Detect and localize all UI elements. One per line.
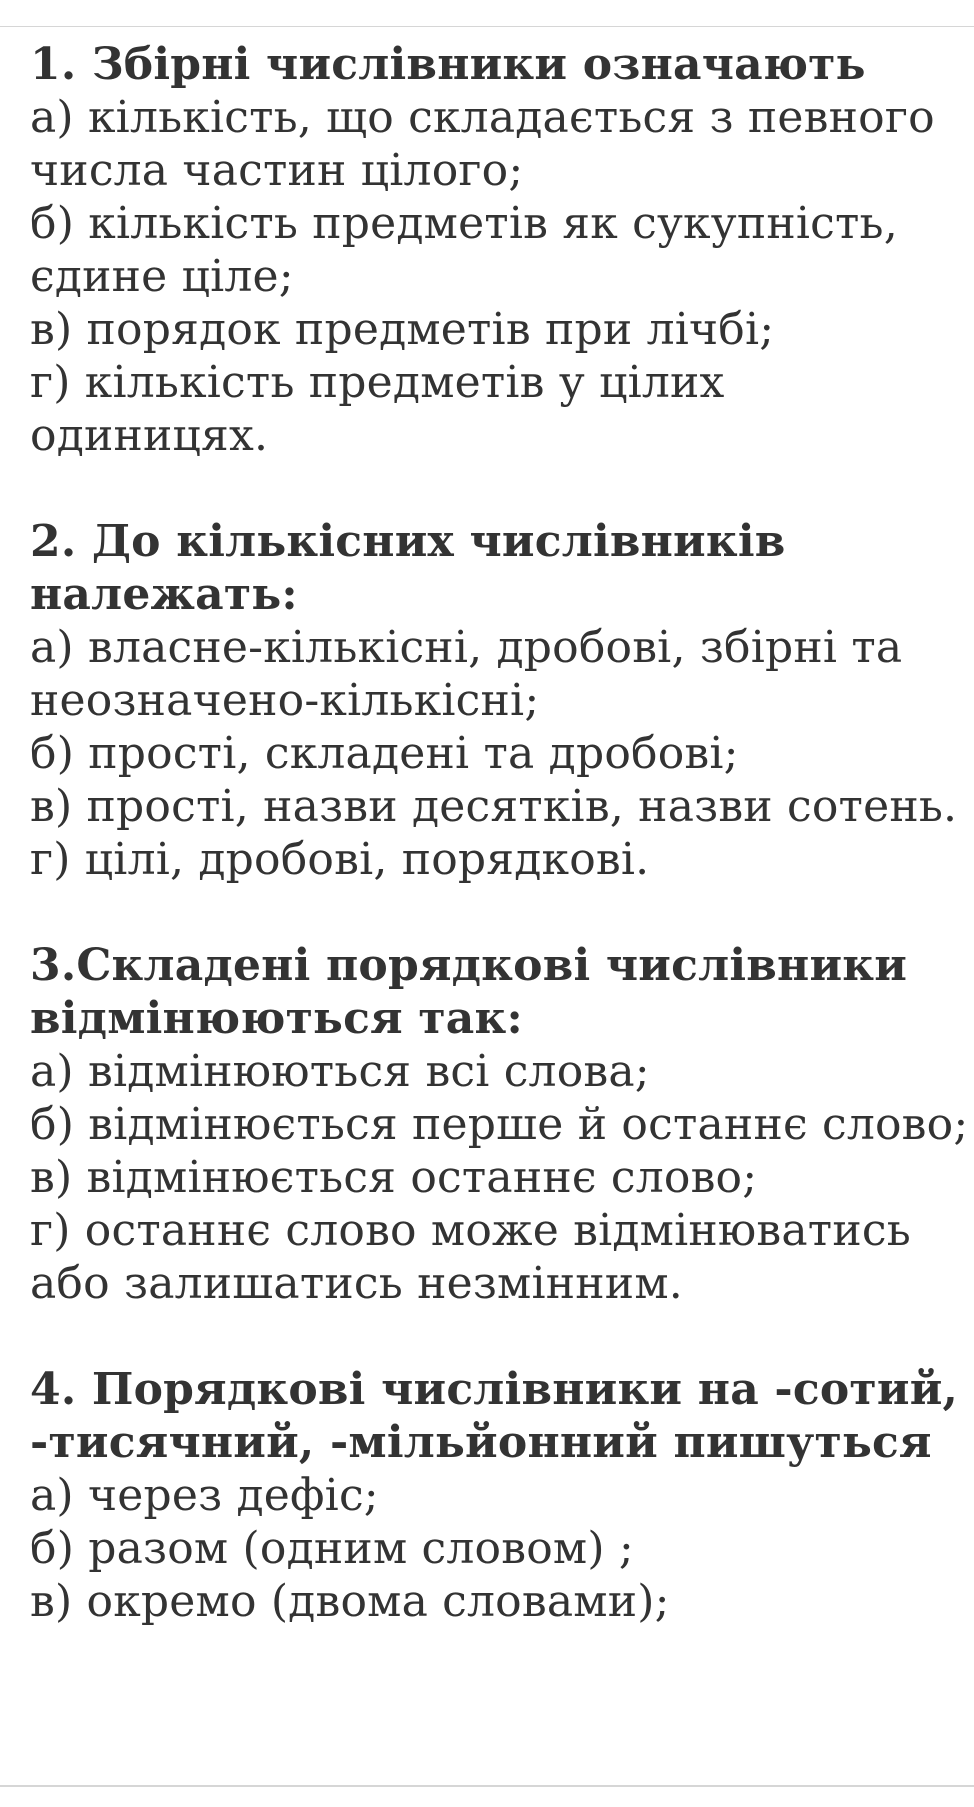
question-title: 3.Складені порядкові числівники відмінюються так: [30,940,908,1044]
answer-option-c: в) прості, назви десятків, назви сотень. [30,781,958,832]
question-4 [30,1363,970,1628]
answer-option-b: б) кількість предметів як сукупність, єдине ціле; [30,198,898,302]
answer-option-d: г) останнє слово може відмінюватись або залишатись незмінним. [30,1205,911,1309]
answer-option-a: а) відмінюються всі слова; [30,1046,650,1097]
top-divider [0,26,974,27]
answer-option-a: а) власне-кількісні, дробові, збірні та неозначено-кількісні; [30,622,903,726]
quiz-document [30,38,970,1783]
answer-option-d: г) цілі, дробові, порядкові. [30,834,650,885]
answer-option-c: в) порядок предметів при лічбі; [30,304,775,355]
bottom-divider [0,1785,974,1787]
question-3 [30,939,970,1310]
answer-option-a: а) через дефіс; [30,1470,379,1521]
answer-option-c: в) відмінюється останнє слово; [30,1152,758,1203]
question-title: 1. Збірні числівники означають [30,39,866,90]
answer-option-b: б) разом (одним словом) ; [30,1523,634,1574]
answer-option-d: г) кількість предметів у цілих одиницях. [30,357,725,461]
question-1 [30,38,970,462]
question-title: 2. До кількісних числівників належать: [30,516,786,620]
question-title: 4. Порядкові числівники на -сотий, -тисячний, -мільйонний пишуться [30,1364,959,1468]
answer-option-b: б) відмінюється перше й останнє слово; [30,1099,969,1150]
answer-option-a: а) кількість, що складається з певного числа частин цілого; [30,92,935,196]
answer-option-c: в) окремо (двома словами); [30,1576,670,1627]
answer-option-b: б) прості, складені та дробові; [30,728,739,779]
question-2 [30,515,970,886]
